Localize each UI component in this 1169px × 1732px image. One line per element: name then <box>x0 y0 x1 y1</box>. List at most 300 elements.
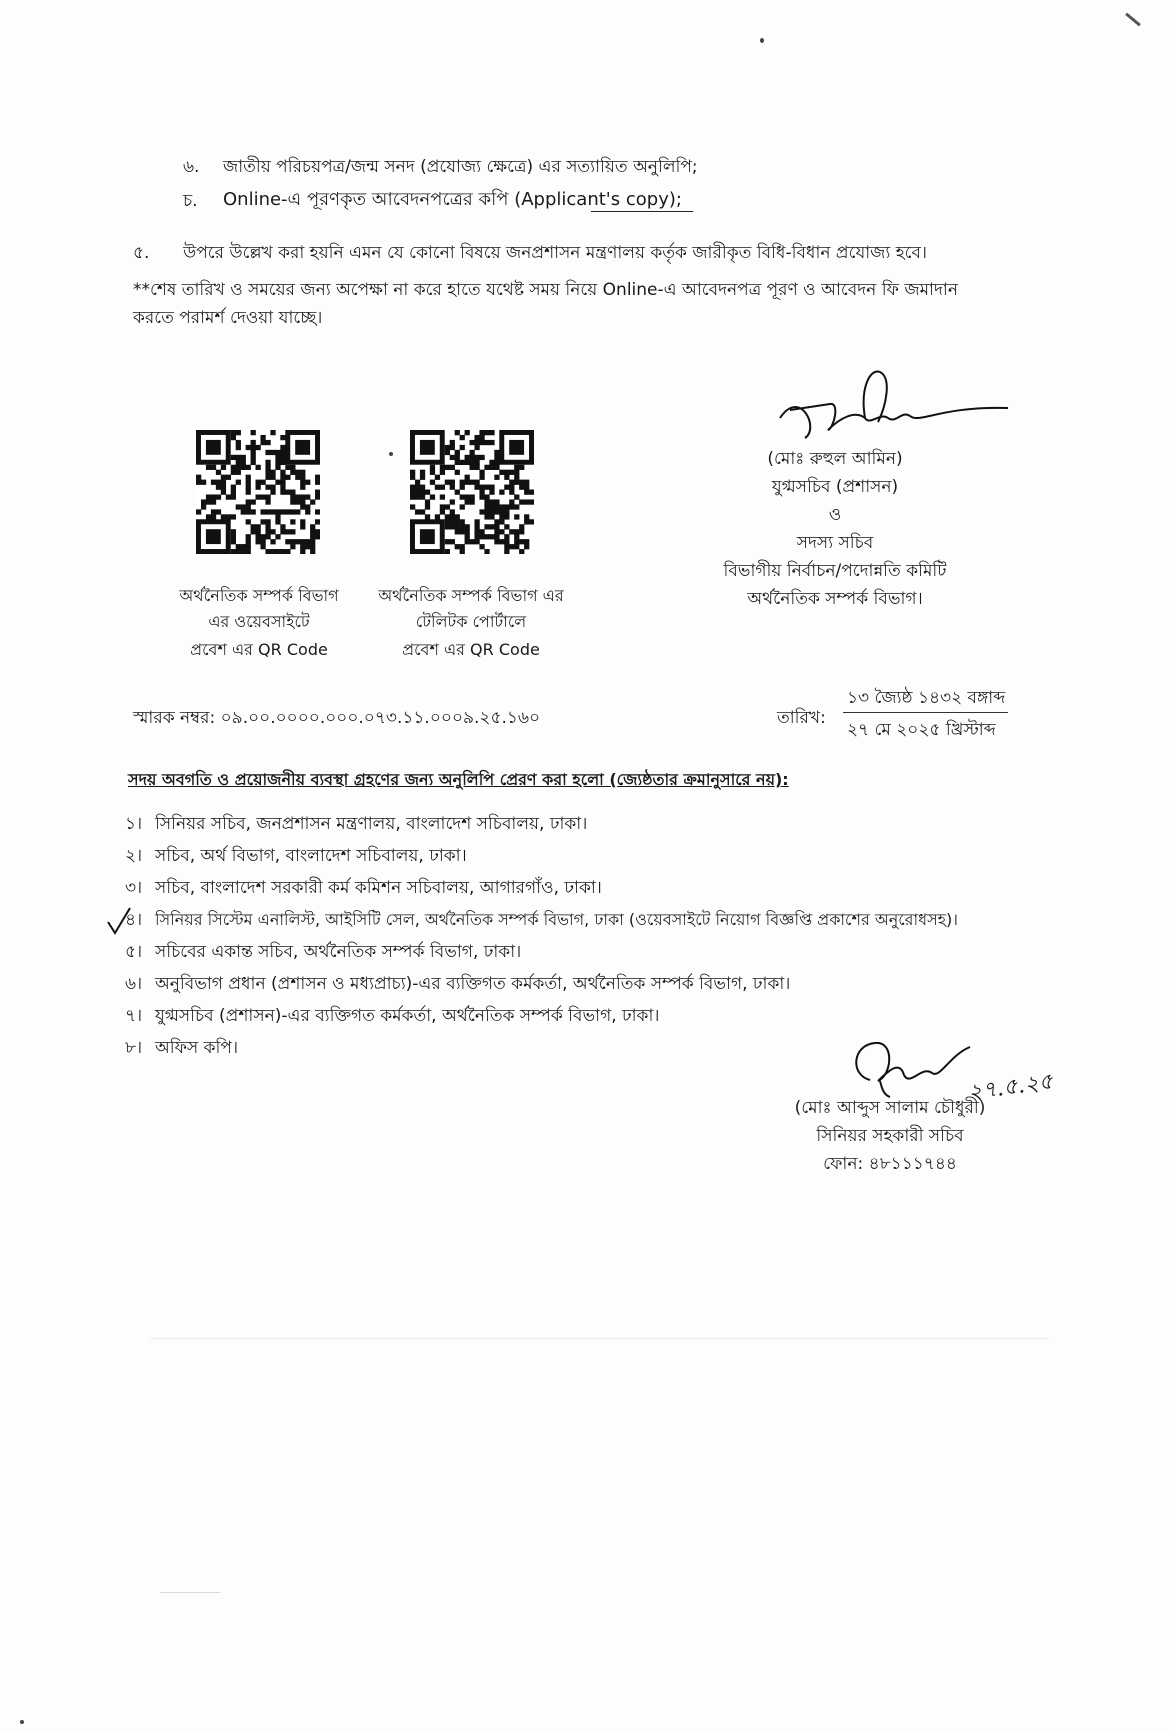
qr-module <box>226 475 231 480</box>
qr-module <box>519 480 524 485</box>
qr-module <box>236 504 241 509</box>
qr-module <box>494 529 499 534</box>
signatory-conjunction: ও <box>828 505 842 525</box>
qr-module <box>519 524 524 529</box>
qr-module <box>494 509 499 514</box>
qr-module <box>514 480 519 485</box>
scan-speck <box>760 38 764 43</box>
qr-module <box>305 539 310 544</box>
handwritten-check-icon <box>106 906 132 936</box>
qr-module <box>246 465 251 470</box>
qr-module <box>489 490 494 495</box>
qr-module <box>445 519 450 524</box>
qr-module <box>519 485 524 490</box>
qr-module <box>280 524 285 529</box>
qr-module <box>430 480 435 485</box>
qr-module <box>206 465 211 470</box>
qr-module <box>251 499 256 504</box>
qr-module <box>474 519 479 524</box>
qr-caption-line: অর্থনৈতিক সম্পর্ক বিভাগ এর <box>378 586 564 605</box>
qr-module <box>465 460 470 465</box>
qr-module <box>290 539 295 544</box>
qr-caption-line: এর ওয়েবসাইটে <box>208 612 310 631</box>
qr-module <box>260 534 265 539</box>
qr-module <box>425 499 430 504</box>
signatory-committee: বিভাগীয় নির্বাচন/পদোন্নতি কমিটি <box>723 561 947 581</box>
qr-module <box>241 509 246 514</box>
qr-module <box>280 460 285 465</box>
qr-module <box>290 519 295 524</box>
qr-module <box>509 470 514 475</box>
qr-module <box>251 524 256 529</box>
qr-caption-line: অর্থনৈতিক সম্পর্ক বিভাগ <box>179 586 339 605</box>
qr-finder-core <box>206 440 221 455</box>
qr-module <box>251 460 256 465</box>
qr-module <box>460 504 465 509</box>
qr-module <box>241 504 246 509</box>
qr-module <box>494 450 499 455</box>
qr-module <box>499 514 504 519</box>
qr-module <box>265 450 270 455</box>
list-item-text: সিনিয়র সিস্টেম এনালিস্ট, আইসিটি সেল, অর্থনৈতিক সম্পর্ক বিভাগ, ঢাকা (ওয়েবসাইটে নিয়োগ বিজ্ঞপ্তি প্রকাশের অনুরোধসহ)। <box>155 910 959 929</box>
qr-module <box>221 485 226 490</box>
qr-module <box>300 519 305 524</box>
qr-module <box>201 499 206 504</box>
qr-module <box>265 475 270 480</box>
qr-module <box>450 539 455 544</box>
qr-module <box>470 539 475 544</box>
qr-module <box>290 509 295 514</box>
list-item-number: ২। <box>125 846 143 866</box>
qr-module <box>315 519 320 524</box>
qr-module <box>305 509 310 514</box>
qr-module <box>465 455 470 460</box>
qr-module <box>216 480 221 485</box>
qr-module <box>445 445 450 450</box>
qr-module <box>285 549 290 554</box>
qr-module <box>450 445 455 450</box>
qr-module <box>246 509 251 514</box>
signatory-role: সদস্য সচিব <box>796 533 874 553</box>
qr-module <box>455 490 460 495</box>
qr-module <box>455 519 460 524</box>
list-item-text: সচিব, বাংলাদেশ সরকারী কর্ম কমিশন সচিবালয়, আগারগাঁও, ঢাকা। <box>155 878 602 898</box>
qr-caption-teletalk <box>356 583 586 663</box>
qr-module <box>499 509 504 514</box>
qr-module <box>236 465 241 470</box>
qr-module <box>504 509 509 514</box>
qr-module <box>196 475 201 480</box>
qr-module <box>440 494 445 499</box>
qr-code-website[interactable] <box>196 430 320 554</box>
qr-module <box>504 534 509 539</box>
qr-module <box>425 504 430 509</box>
scan-speck <box>389 452 393 456</box>
date-gregorian: ২৭ মে ২০২৫ খ্রিস্টাব্দ <box>847 720 996 740</box>
qr-module <box>270 470 275 475</box>
qr-module <box>509 480 514 485</box>
qr-module <box>231 534 236 539</box>
qr-module <box>300 499 305 504</box>
qr-module <box>489 485 494 490</box>
qr-code-image <box>410 430 534 554</box>
qr-module <box>310 499 315 504</box>
qr-module <box>231 529 236 534</box>
qr-module <box>270 450 275 455</box>
qr-module <box>514 534 519 539</box>
qr-module <box>265 519 270 524</box>
qr-module <box>241 460 246 465</box>
qr-module <box>246 519 251 524</box>
qr-module <box>280 470 285 475</box>
qr-module <box>290 529 295 534</box>
qr-module <box>470 440 475 445</box>
qr-module <box>484 549 489 554</box>
qr-module <box>231 485 236 490</box>
qr-code-image <box>196 430 320 554</box>
qr-module <box>256 465 261 470</box>
qr-module <box>465 499 470 504</box>
qr-module <box>310 529 315 534</box>
qr-module <box>474 534 479 539</box>
signature-ruhul-amin <box>770 358 1010 448</box>
qr-module <box>474 445 479 450</box>
distribution-list <box>125 812 958 1068</box>
qr-module <box>514 475 519 480</box>
qr-module <box>415 485 420 490</box>
qr-module <box>265 524 270 529</box>
qr-module <box>529 499 534 504</box>
qr-module <box>440 504 445 509</box>
qr-module <box>211 480 216 485</box>
qr-module <box>465 529 470 534</box>
qr-module <box>251 509 256 514</box>
signatory-phone: ফোন: ৪৮১১১৭৪৪ <box>823 1154 957 1174</box>
qr-module <box>201 504 206 509</box>
qr-module <box>479 455 484 460</box>
qr-module <box>251 450 256 455</box>
qr-module <box>275 465 280 470</box>
signatory-block-1 <box>665 445 1005 613</box>
qr-module <box>270 485 275 490</box>
qr-module <box>479 440 484 445</box>
qr-module <box>479 485 484 490</box>
qr-module <box>440 509 445 514</box>
qr-module <box>280 485 285 490</box>
qr-module <box>465 480 470 485</box>
list-item-text: অনুবিভাগ প্রধান (প্রশাসন ও মধ্যপ্রাচ্য)-এর ব্যক্তিগত কর্মকর্তা, অর্থনৈতিক সম্পর্ক বিভাগ, ঢাকা। <box>155 974 791 994</box>
qr-module <box>460 480 465 485</box>
qr-module <box>275 480 280 485</box>
qr-module <box>494 475 499 480</box>
qr-module <box>265 440 270 445</box>
qr-module <box>241 455 246 460</box>
qr-module <box>479 470 484 475</box>
qr-module <box>484 514 489 519</box>
qr-module <box>251 430 256 435</box>
qr-module <box>285 539 290 544</box>
qr-module <box>489 504 494 509</box>
qr-module <box>489 524 494 529</box>
qr-module <box>256 485 261 490</box>
qr-module <box>300 480 305 485</box>
qr-module <box>514 539 519 544</box>
qr-module <box>514 504 519 509</box>
qr-module <box>489 430 494 435</box>
qr-module <box>524 480 529 485</box>
qr-module <box>300 539 305 544</box>
qr-module <box>460 445 465 450</box>
qr-module <box>519 499 524 504</box>
qr-module <box>489 465 494 470</box>
qr-module <box>484 440 489 445</box>
qr-module <box>479 529 484 534</box>
qr-module <box>290 465 295 470</box>
qr-module <box>499 519 504 524</box>
qr-module <box>251 455 256 460</box>
qr-module <box>430 494 435 499</box>
qr-module <box>256 445 261 450</box>
qr-module <box>484 509 489 514</box>
qr-code-teletalk[interactable] <box>410 430 534 554</box>
qr-module <box>420 509 425 514</box>
qr-module <box>450 455 455 460</box>
qr-module <box>246 549 251 554</box>
qr-module <box>509 499 514 504</box>
qr-module <box>415 480 420 485</box>
list-item-text: সচিব, অর্থ বিভাগ, বাংলাদেশ সচিবালয়, ঢাকা। <box>155 846 467 866</box>
qr-module <box>479 534 484 539</box>
qr-module <box>295 499 300 504</box>
qr-module <box>465 539 470 544</box>
qr-module <box>479 430 484 435</box>
qr-module <box>295 470 300 475</box>
qr-module <box>484 499 489 504</box>
qr-module <box>479 475 484 480</box>
qr-module <box>216 509 221 514</box>
qr-caption-line: টেলিটক পোর্টালে <box>415 612 527 631</box>
qr-module <box>455 455 460 460</box>
list-item <box>125 876 958 908</box>
qr-module <box>504 514 509 519</box>
qr-module <box>241 549 246 554</box>
qr-module <box>455 514 460 519</box>
qr-module <box>484 430 489 435</box>
qr-module <box>470 494 475 499</box>
qr-finder-core <box>206 529 221 544</box>
qr-module <box>270 475 275 480</box>
qr-module <box>295 539 300 544</box>
qr-module <box>221 475 226 480</box>
qr-module <box>489 499 494 504</box>
qr-finder-core <box>420 440 435 455</box>
qr-module <box>300 549 305 554</box>
qr-module <box>260 494 265 499</box>
qr-module <box>310 539 315 544</box>
qr-module <box>445 524 450 529</box>
qr-module <box>514 494 519 499</box>
qr-module <box>201 480 206 485</box>
qr-module <box>460 524 465 529</box>
qr-module <box>524 514 529 519</box>
memo-number: স্মারক নম্বর: ০৯.০০.০০০০.০০০.০৭৩.১১.০০০৯.২৫.১৬০ <box>133 708 541 728</box>
qr-module <box>260 440 265 445</box>
signatory-division: অর্থনৈতিক সম্পর্ক বিভাগ। <box>747 589 923 609</box>
qr-module <box>514 529 519 534</box>
qr-module <box>236 460 241 465</box>
qr-module <box>300 504 305 509</box>
qr-module <box>275 549 280 554</box>
qr-module <box>221 465 226 470</box>
qr-module <box>450 485 455 490</box>
qr-finder-core <box>509 440 524 455</box>
qr-module <box>484 465 489 470</box>
qr-module <box>494 499 499 504</box>
qr-module <box>256 534 261 539</box>
qr-module <box>285 475 290 480</box>
qr-module <box>494 539 499 544</box>
qr-module <box>236 440 241 445</box>
qr-module <box>300 524 305 529</box>
qr-module <box>514 465 519 470</box>
qr-module <box>231 549 236 554</box>
qr-module <box>236 480 241 485</box>
qr-module <box>216 470 221 475</box>
qr-module <box>474 465 479 470</box>
qr-module <box>509 529 514 534</box>
qr-module <box>275 509 280 514</box>
qr-module <box>455 460 460 465</box>
qr-module <box>445 480 450 485</box>
qr-module <box>474 529 479 534</box>
qr-module <box>315 509 320 514</box>
qr-module <box>226 494 231 499</box>
qr-module <box>260 544 265 549</box>
qr-module <box>265 499 270 504</box>
qr-module <box>241 544 246 549</box>
list-item-number: ৮। <box>125 1038 143 1058</box>
qr-module <box>315 475 320 480</box>
list-item-number: ৬। <box>125 974 143 994</box>
qr-module <box>450 480 455 485</box>
qr-module <box>260 519 265 524</box>
qr-module <box>310 549 315 554</box>
qr-module <box>246 485 251 490</box>
qr-module <box>305 544 310 549</box>
qr-module <box>460 544 465 549</box>
qr-module <box>246 544 251 549</box>
qr-module <box>216 485 221 490</box>
qr-module <box>231 455 236 460</box>
list-item-text: অফিস কপি। <box>155 1038 239 1058</box>
qr-module <box>494 524 499 529</box>
qr-module <box>474 480 479 485</box>
qr-module <box>455 529 460 534</box>
qr-module <box>425 490 430 495</box>
qr-module <box>280 475 285 480</box>
qr-module <box>504 524 509 529</box>
qr-module <box>484 524 489 529</box>
qr-module <box>236 430 241 435</box>
qr-module <box>435 485 440 490</box>
qr-module <box>246 534 251 539</box>
qr-module <box>275 455 280 460</box>
qr-module <box>504 475 509 480</box>
qr-module <box>290 494 295 499</box>
qr-module <box>450 519 455 524</box>
qr-module <box>246 475 251 480</box>
qr-module <box>489 534 494 539</box>
qr-module <box>265 509 270 514</box>
qr-module <box>460 549 465 554</box>
scan-streak <box>150 1338 1050 1339</box>
qr-module <box>445 504 450 509</box>
qr-module <box>310 534 315 539</box>
qr-module <box>445 549 450 554</box>
qr-module <box>484 534 489 539</box>
list-item <box>183 189 198 213</box>
qr-module <box>270 549 275 554</box>
list-item-text: Online-এ পূরণকৃত আবেদনপত্রের কপি (Applicant's copy); <box>223 189 682 210</box>
qr-module <box>295 494 300 499</box>
qr-module <box>509 485 514 490</box>
qr-module <box>260 539 265 544</box>
list-item-text: সচিবের একান্ত সচিব, অর্থনৈতিক সম্পর্ক বিভাগ, ঢাকা। <box>155 942 522 962</box>
qr-module <box>504 539 509 544</box>
qr-module <box>484 494 489 499</box>
qr-module <box>484 485 489 490</box>
qr-module <box>211 499 216 504</box>
qr-module <box>260 480 265 485</box>
qr-module <box>410 470 415 475</box>
qr-module <box>206 499 211 504</box>
list-item-number: চ. <box>183 191 198 211</box>
qr-module <box>529 519 534 524</box>
qr-module <box>236 445 241 450</box>
list-item-text: জাতীয় পরিচয়পত্র/জন্ম সনদ (প্রযোজ্য ক্ষেত্রে) এর সত্যায়িত অনুলিপি; <box>223 157 698 177</box>
list-item-text: সিনিয়র সচিব, জনপ্রশাসন মন্ত্রণালয়, বাংলাদেশ সচিবালয়, ঢাকা। <box>155 814 588 834</box>
qr-module <box>206 494 211 499</box>
signatory-name: (মোঃ রুহুল আমিন) <box>767 449 903 469</box>
qr-module <box>280 480 285 485</box>
qr-module <box>410 494 415 499</box>
qr-module <box>295 509 300 514</box>
list-item-number: ৫। <box>125 942 143 962</box>
list-item-number: ৪। <box>125 910 143 930</box>
list-item <box>125 1004 958 1036</box>
qr-module <box>236 544 241 549</box>
qr-module <box>474 455 479 460</box>
qr-module <box>524 539 529 544</box>
qr-module <box>270 539 275 544</box>
qr-module <box>484 504 489 509</box>
list-item <box>125 908 958 940</box>
qr-module <box>455 430 460 435</box>
qr-module <box>285 509 290 514</box>
qr-module <box>315 529 320 534</box>
qr-module <box>460 460 465 465</box>
qr-module <box>465 430 470 435</box>
qr-module <box>231 430 236 435</box>
date-divider <box>843 712 1008 713</box>
qr-module <box>420 490 425 495</box>
list-item <box>125 812 958 844</box>
qr-module <box>251 440 256 445</box>
list-item-number: ৬. <box>183 157 200 177</box>
qr-module <box>300 494 305 499</box>
qr-module <box>246 539 251 544</box>
qr-module <box>479 509 484 514</box>
